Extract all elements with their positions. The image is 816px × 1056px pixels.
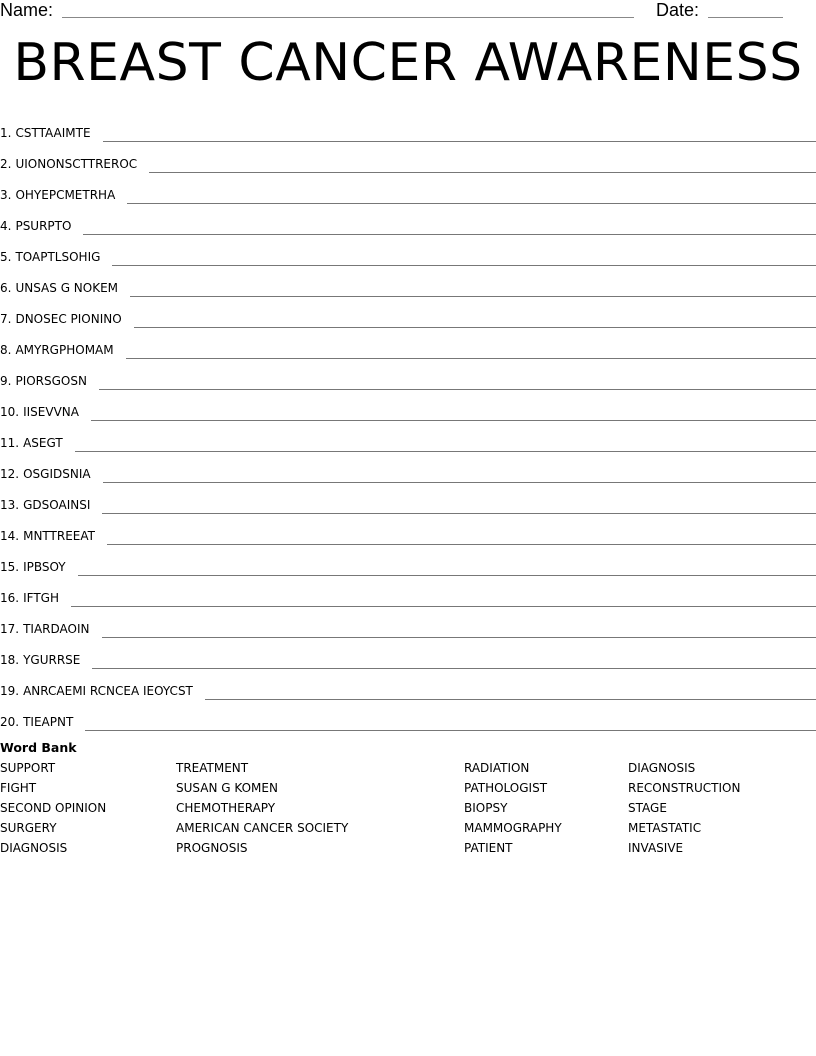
question-text [0, 280, 118, 298]
question-text [0, 714, 73, 732]
word-bank-column-2 [176, 760, 348, 860]
word-bank-item: SECOND OPINION [0, 801, 107, 815]
question-number: 8. [0, 343, 12, 357]
answer-line[interactable] [78, 575, 816, 576]
question-number: 17. [0, 622, 20, 636]
question-row [0, 670, 816, 701]
date-label: Date: [656, 0, 700, 20]
question-row [0, 174, 816, 205]
question-text [0, 435, 63, 453]
header-row [0, 0, 816, 22]
question-number: 1. [0, 126, 12, 140]
question-number: 12. [0, 467, 20, 481]
question-text [0, 590, 59, 608]
word-bank-item: AMERICAN CANCER SOCIETY [176, 821, 349, 835]
question-number: 19. [0, 684, 20, 698]
question-row [0, 608, 816, 639]
question-number: 4. [0, 219, 12, 233]
word-bank-column-4 [628, 760, 740, 860]
word-bank-item: TREATMENT [176, 761, 249, 775]
name-label: Name: [0, 0, 54, 20]
scrambled-word: ASEGT [23, 436, 63, 450]
scrambled-word: IISEVVNA [23, 405, 79, 419]
scrambled-word: IFTGH [23, 591, 59, 605]
page-title: BREAST CANCER AWARENESS [13, 33, 803, 93]
question-number: 14. [0, 529, 20, 543]
question-row [0, 143, 816, 174]
date-line [708, 17, 783, 18]
question-row [0, 422, 816, 453]
word-bank-item: PROGNOSIS [176, 841, 248, 855]
question-row [0, 701, 816, 732]
answer-line[interactable] [91, 420, 816, 421]
question-number: 5. [0, 250, 12, 264]
answer-line[interactable] [134, 327, 816, 328]
word-bank-item: FIGHT [0, 781, 37, 795]
answer-line[interactable] [107, 544, 816, 545]
question-text [0, 187, 115, 205]
question-text [0, 373, 87, 391]
answer-line[interactable] [205, 699, 816, 700]
scrambled-word: YGURRSE [23, 653, 81, 667]
answer-line[interactable] [85, 730, 816, 731]
question-text [0, 218, 71, 236]
scrambled-word: UIONONSCTTREROC [15, 157, 138, 171]
scrambled-word: OSGIDSNIA [23, 467, 91, 481]
question-number: 6. [0, 281, 12, 295]
question-text [0, 621, 90, 639]
question-row [0, 236, 816, 267]
scrambled-word: DNOSEC PIONINO [15, 312, 122, 326]
answer-line[interactable] [127, 203, 816, 204]
scrambled-word: MNTTREEAT [23, 529, 95, 543]
question-row [0, 639, 816, 670]
answer-line[interactable] [92, 668, 816, 669]
word-bank-item: SURGERY [0, 821, 57, 835]
word-bank-item: SUSAN G KOMEN [176, 781, 278, 795]
word-bank-item: DIAGNOSIS [628, 761, 696, 775]
word-bank-item: RECONSTRUCTION [628, 781, 741, 795]
question-text [0, 249, 100, 267]
word-bank-item: INVASIVE [628, 841, 684, 855]
question-text [0, 683, 193, 701]
question-number: 10. [0, 405, 20, 419]
scrambled-word: GDSOAINSI [23, 498, 91, 512]
word-bank-column-3 [464, 760, 562, 860]
question-number: 18. [0, 653, 20, 667]
word-bank-item: METASTATIC [628, 821, 702, 835]
answer-line[interactable] [112, 265, 816, 266]
question-row [0, 298, 816, 329]
word-bank-item: CHEMOTHERAPY [176, 801, 276, 815]
question-number: 3. [0, 188, 12, 202]
name-line [62, 17, 634, 18]
question-number: 11. [0, 436, 20, 450]
question-text [0, 156, 137, 174]
word-bank-item: PATIENT [464, 841, 513, 855]
question-row [0, 360, 816, 391]
word-bank-item: PATHOLOGIST [464, 781, 548, 795]
answer-line[interactable] [103, 141, 816, 142]
answer-line[interactable] [102, 637, 816, 638]
scrambled-word: PSURPTO [15, 219, 72, 233]
question-text [0, 466, 91, 484]
question-text [0, 497, 90, 515]
question-text [0, 652, 80, 670]
question-number: 13. [0, 498, 20, 512]
question-number: 20. [0, 715, 20, 729]
question-number: 9. [0, 374, 12, 388]
question-number: 16. [0, 591, 20, 605]
word-bank-item: RADIATION [464, 761, 530, 775]
answer-line[interactable] [126, 358, 816, 359]
scrambled-word: OHYEPCMETRHA [15, 188, 116, 202]
scrambled-word: TOAPTLSOHIG [15, 250, 101, 264]
question-row [0, 267, 816, 298]
word-bank-item: SUPPORT [0, 761, 56, 775]
question-row [0, 484, 816, 515]
question-text [0, 559, 66, 577]
answer-line[interactable] [75, 451, 816, 452]
answer-line[interactable] [130, 296, 816, 297]
questions-list [0, 112, 816, 732]
answer-line[interactable] [103, 482, 816, 483]
scrambled-word: CSTTAAIMTE [15, 126, 91, 140]
question-row [0, 329, 816, 360]
scrambled-word: TIARDAOIN [23, 622, 90, 636]
question-text [0, 125, 91, 143]
question-row [0, 577, 816, 608]
question-row [0, 112, 816, 143]
question-number: 15. [0, 560, 20, 574]
question-row [0, 515, 816, 546]
word-bank-column-1 [0, 760, 106, 860]
word-bank-title: Word Bank [0, 740, 77, 755]
question-row [0, 391, 816, 422]
word-bank-item: STAGE [628, 801, 667, 815]
question-text [0, 528, 95, 546]
question-row [0, 453, 816, 484]
question-number: 2. [0, 157, 12, 171]
question-text [0, 404, 79, 422]
word-bank-item: MAMMOGRAPHY [464, 821, 562, 835]
question-text [0, 342, 114, 360]
answer-line[interactable] [83, 234, 816, 235]
question-row [0, 546, 816, 577]
question-text [0, 311, 122, 329]
answer-line[interactable] [102, 513, 816, 514]
answer-line[interactable] [71, 606, 816, 607]
answer-line[interactable] [99, 389, 816, 390]
scrambled-word: IPBSOY [23, 560, 66, 574]
scrambled-word: AMYRGPHOMAM [15, 343, 114, 357]
question-number: 7. [0, 312, 12, 326]
scrambled-word: ANRCAEMI RCNCEA IEOYCST [23, 684, 193, 698]
question-row [0, 205, 816, 236]
word-bank-item: BIOPSY [464, 801, 508, 815]
scrambled-word: PIORSGOSN [15, 374, 87, 388]
scrambled-word: UNSAS G NOKEM [15, 281, 119, 295]
scrambled-word: TIEAPNT [23, 715, 74, 729]
word-bank-item: DIAGNOSIS [0, 841, 68, 855]
answer-line[interactable] [149, 172, 816, 173]
